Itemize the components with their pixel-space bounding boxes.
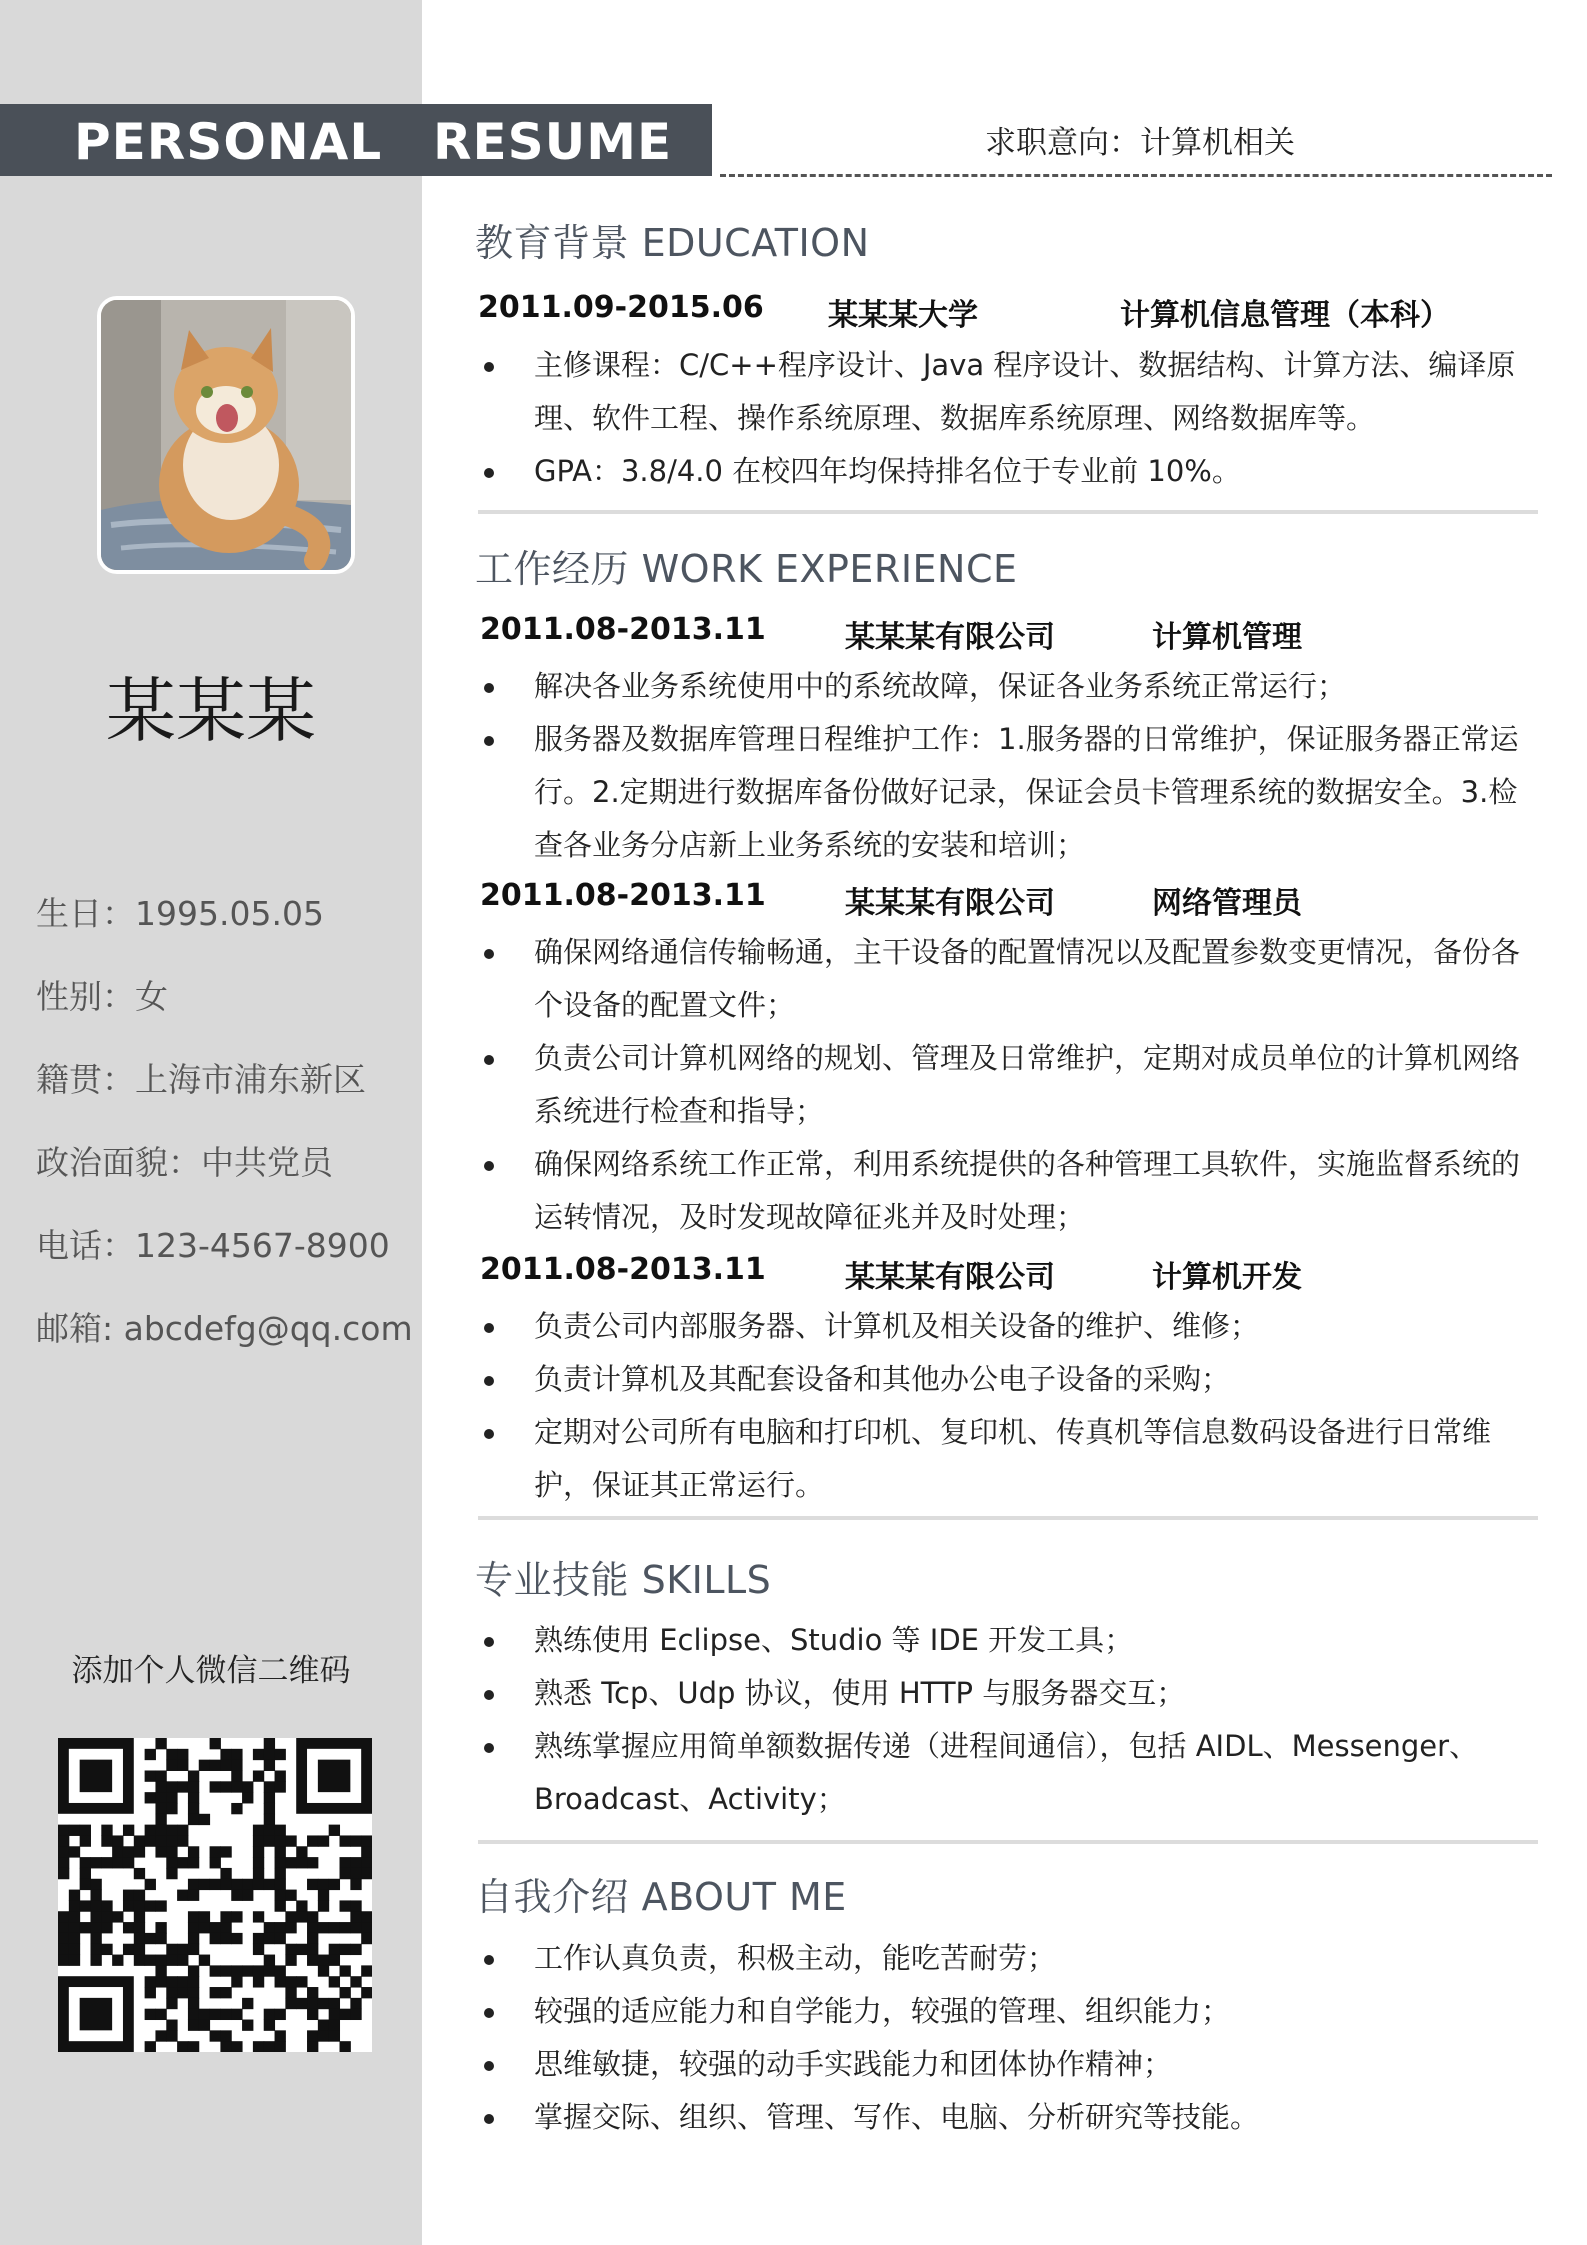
list-item: 思维敏捷，较强的动手实践能力和团体协作精神；: [478, 2038, 1538, 2091]
list-item: GPA：3.8/4.0 在校四年均保持排名位于专业前 10%。: [478, 445, 1538, 498]
list-item: 确保网络系统工作正常，利用系统提供的各种管理工具软件，实施监督系统的运转情况，及时发现故障征兆并及时处理；: [478, 1138, 1538, 1244]
list-item: 熟练使用 Eclipse、Studio 等 IDE 开发工具；: [478, 1614, 1538, 1667]
job-period: 2011.08-2013.11: [480, 878, 766, 913]
job-period: 2011.08-2013.11: [480, 612, 766, 647]
education-period: 2011.09-2015.06: [478, 290, 764, 325]
job-duties-list: [478, 1300, 1538, 1512]
job-duties-list: [478, 926, 1538, 1244]
info-political-status: 政治面貌：中共党员: [36, 1143, 333, 1182]
section-divider: [478, 510, 1538, 514]
cat-photo-image: [101, 300, 351, 570]
section-title-work: 工作经历 WORK EXPERIENCE: [475, 547, 1018, 591]
education-list: [478, 339, 1538, 498]
job-company: 某某某有限公司: [845, 886, 1055, 921]
job-role: 计算机开发: [1152, 1260, 1302, 1295]
info-birthday: 生日：1995.05.05: [36, 894, 324, 933]
list-item: 负责公司计算机网络的规划、管理及日常维护，定期对成员单位的计算机网络系统进行检查和指导；: [478, 1032, 1538, 1138]
education-major: 计算机信息管理（本科）: [1120, 298, 1450, 333]
list-item: 解决各业务系统使用中的系统故障，保证各业务系统正常运行；: [478, 660, 1538, 713]
dashed-divider: [720, 174, 1552, 177]
qr-code-label: 添加个人微信二维码: [71, 1653, 351, 1689]
section-title-skills: 专业技能 SKILLS: [475, 1558, 772, 1602]
list-item: 定期对公司所有电脑和打印机、复印机、传真机等信息数码设备进行日常维护，保证其正常运行。: [478, 1406, 1538, 1512]
job-objective: 求职意向：计算机相关: [985, 125, 1295, 161]
list-item: 掌握交际、组织、管理、写作、电脑、分析研究等技能。: [478, 2091, 1538, 2144]
section-title-education: 教育背景 EDUCATION: [475, 221, 870, 265]
info-hometown: 籍贯：上海市浦东新区: [36, 1060, 366, 1099]
section-title-about: 自我介绍 ABOUT ME: [475, 1875, 847, 1919]
job-company: 某某某有限公司: [845, 620, 1055, 655]
header-resume: RESUME: [433, 113, 673, 171]
section-divider: [478, 1516, 1538, 1520]
list-item: 主修课程：C/C++程序设计、Java 程序设计、数据结构、计算方法、编译原理、软件工程、操作系统原理、数据库系统原理、网络数据库等。: [478, 339, 1538, 445]
info-email: 邮箱: abcdefg@qq.com: [36, 1309, 413, 1348]
list-item: 熟悉 Tcp、Udp 协议，使用 HTTP 与服务器交互；: [478, 1667, 1538, 1720]
list-item: 负责计算机及其配套设备和其他办公电子设备的采购；: [478, 1353, 1538, 1406]
header-banner: [0, 104, 712, 176]
job-company: 某某某有限公司: [845, 1260, 1055, 1295]
list-item: 服务器及数据库管理日程维护工作：1.服务器的日常维护，保证服务器正常运行。2.定期进行数据库备份做好记录，保证会员卡管理系统的数据安全。3.检查各业务分店新上业务系统的安装和培训；: [478, 713, 1538, 872]
info-gender: 性别：女: [36, 977, 168, 1016]
job-duties-list: [478, 660, 1538, 872]
profile-photo: [97, 296, 355, 574]
info-phone: 电话：123-4567-8900: [36, 1226, 390, 1265]
job-role: 网络管理员: [1152, 886, 1302, 921]
skills-list: [478, 1614, 1538, 1826]
section-divider: [478, 1840, 1538, 1844]
list-item: 负责公司内部服务器、计算机及相关设备的维护、维修；: [478, 1300, 1538, 1353]
candidate-name: 某某某: [106, 670, 316, 752]
list-item: 较强的适应能力和自学能力，较强的管理、组织能力；: [478, 1985, 1538, 2038]
header-personal: PERSONAL: [74, 113, 383, 171]
list-item: 确保网络通信传输畅通，主干设备的配置情况以及配置参数变更情况，备份各个设备的配置文件；: [478, 926, 1538, 1032]
list-item: 熟练掌握应用简单额数据传递（进程间通信），包括 AIDL、Messenger、Broadcast、Activity；: [478, 1720, 1538, 1826]
education-school: 某某某大学: [828, 298, 978, 333]
wechat-qr-code: [58, 1738, 372, 2052]
job-period: 2011.08-2013.11: [480, 1252, 766, 1287]
job-role: 计算机管理: [1152, 620, 1302, 655]
qr-code-icon: [58, 1738, 372, 2052]
list-item: 工作认真负责，积极主动，能吃苦耐劳；: [478, 1932, 1538, 1985]
about-list: [478, 1932, 1538, 2144]
